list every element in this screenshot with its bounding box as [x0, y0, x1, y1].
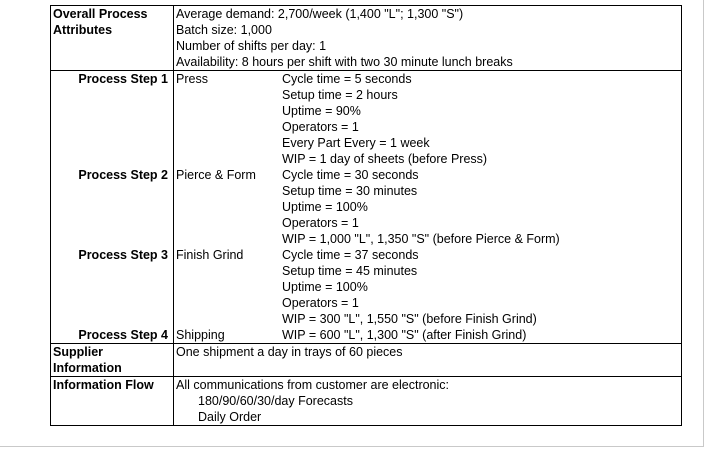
step-2-setup-time: Setup time = 30 minutes — [282, 184, 418, 198]
process-step-2-params — [282, 167, 560, 247]
information-flow-row — [51, 377, 682, 426]
information-flow-label: Information Flow — [51, 377, 174, 426]
process-step-1-params — [282, 71, 487, 167]
step-3-cycle-time: Cycle time = 37 seconds — [282, 248, 419, 262]
step-1-operators: Operators = 1 — [282, 120, 359, 134]
process-step-3-label: Process Step 3 — [51, 247, 174, 327]
overall-attributes-content — [174, 6, 682, 71]
process-step-1-row — [51, 71, 682, 168]
overall-attributes-row — [51, 6, 682, 71]
daily-order-item: Daily Order — [198, 410, 262, 424]
process-step-2-row — [51, 167, 682, 247]
information-flow-intro: All communications from customer are electronic: — [176, 378, 450, 392]
process-step-3-params — [282, 247, 537, 327]
shifts-per-day-text: Number of shifts per day: 1 — [176, 39, 327, 53]
step-3-wip: WIP = 300 "L", 1,550 "S" (before Finish Grind) — [282, 312, 537, 326]
supplier-information-row — [51, 344, 682, 377]
step-1-wip: WIP = 1 day of sheets (before Press) — [282, 152, 488, 166]
process-step-4-label: Process Step 4 — [51, 327, 174, 344]
step-1-cycle-time: Cycle time = 5 seconds — [282, 72, 412, 86]
forecasts-item: 180/90/60/30/day Forecasts — [198, 394, 353, 408]
process-step-1-label: Process Step 1 — [51, 71, 174, 168]
process-step-2-label: Process Step 2 — [51, 167, 174, 247]
availability-text: Availability: 8 hours per shift with two 30 minute lunch breaks — [176, 55, 513, 69]
process-step-3-name: Finish Grind — [176, 248, 244, 262]
information-flow-content — [174, 377, 682, 426]
process-step-1-name: Press — [176, 72, 208, 86]
process-step-3-content — [174, 247, 682, 327]
step-2-operators: Operators = 1 — [282, 216, 359, 230]
supplier-information-label: Supplier Information — [51, 344, 174, 377]
process-step-1-content — [174, 71, 682, 168]
step-1-uptime: Uptime = 90% — [282, 104, 361, 118]
process-step-4-params — [282, 327, 526, 343]
average-demand-text: Average demand: 2,700/week (1,400 "L"; 1,300 "S") — [176, 7, 464, 21]
step-3-uptime: Uptime = 100% — [282, 280, 368, 294]
process-step-2-name: Pierce & Form — [176, 168, 256, 182]
process-step-2-content — [174, 167, 682, 247]
process-step-3-row — [51, 247, 682, 327]
supplier-information-text: One shipment a day in trays of 60 pieces — [174, 344, 682, 377]
process-step-4-row — [51, 327, 682, 344]
step-2-cycle-time: Cycle time = 30 seconds — [282, 168, 419, 182]
overall-attributes-label: Overall Process Attributes — [51, 6, 174, 71]
step-3-setup-time: Setup time = 45 minutes — [282, 264, 418, 278]
process-step-4-content — [174, 327, 682, 344]
process-step-4-name: Shipping — [176, 328, 225, 342]
step-2-uptime: Uptime = 100% — [282, 200, 368, 214]
step-4-wip: WIP = 600 "L", 1,300 "S" (after Finish Grind) — [282, 328, 527, 342]
step-2-wip: WIP = 1,000 "L", 1,350 "S" (before Pierce & Form) — [282, 232, 560, 246]
step-1-every-part-every: Every Part Every = 1 week — [282, 136, 430, 150]
step-3-operators: Operators = 1 — [282, 296, 359, 310]
batch-size-text: Batch size: 1,000 — [176, 23, 272, 37]
step-1-setup-time: Setup time = 2 hours — [282, 88, 398, 102]
process-data-table — [50, 5, 682, 426]
